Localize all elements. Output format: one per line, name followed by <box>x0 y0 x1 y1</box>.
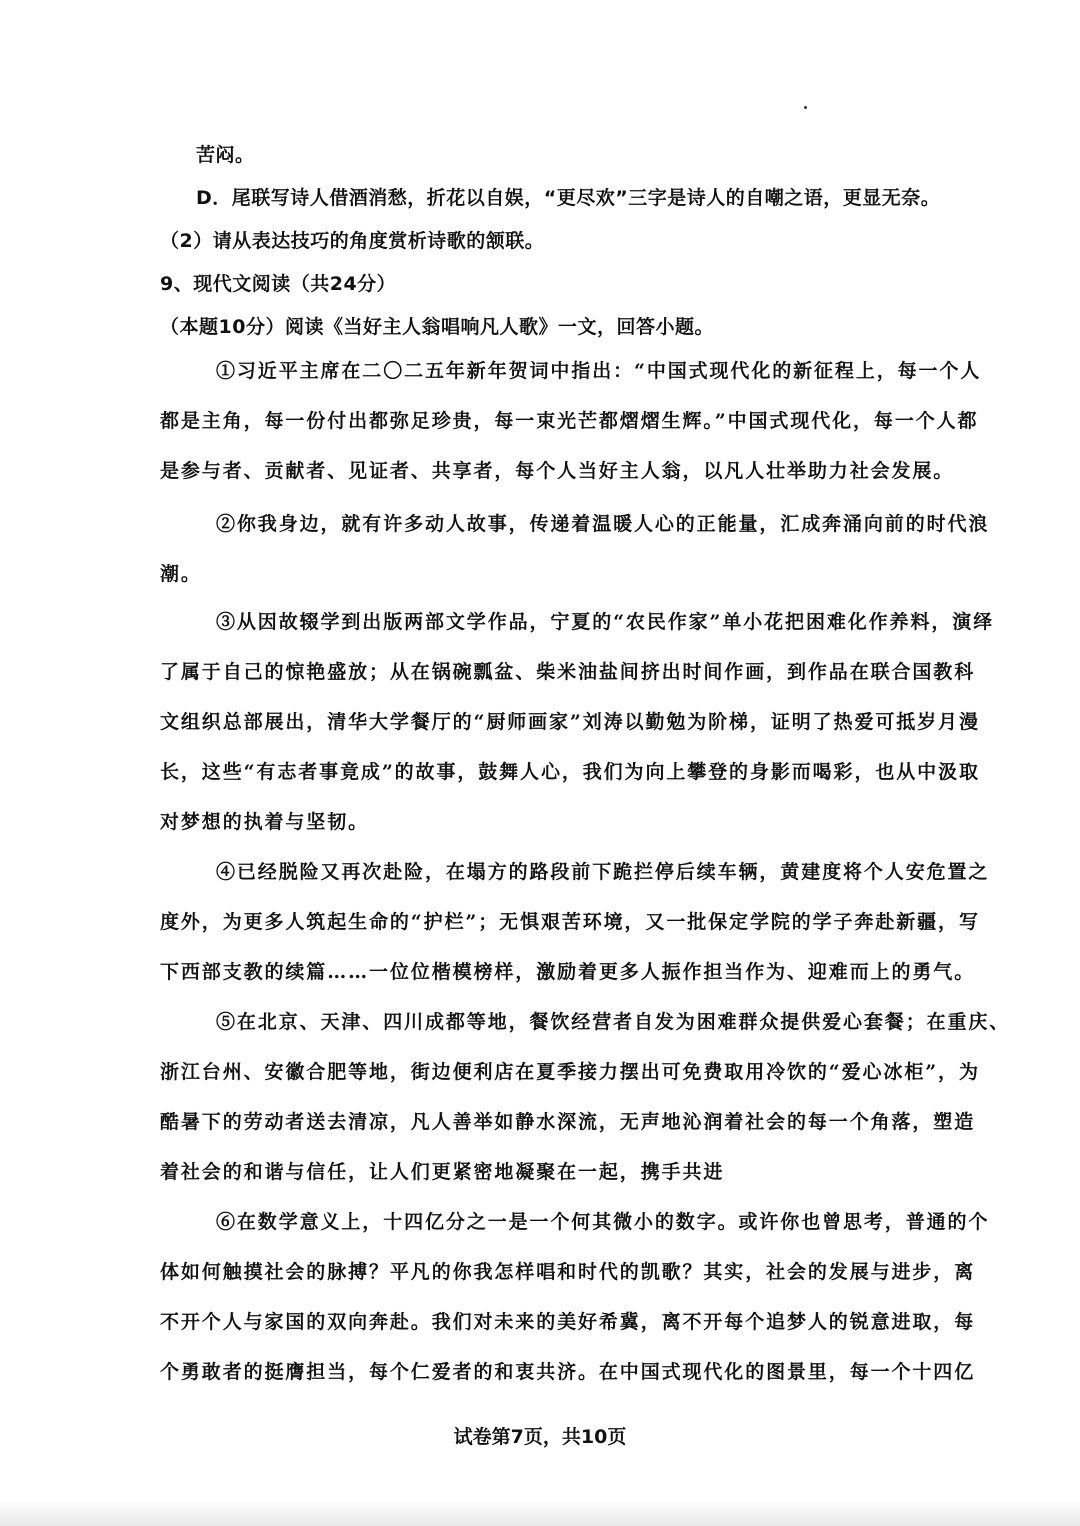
passage-line: 了属于自己的惊艳盛放；从在锅碗瓢盆、柴米油盐间挤出时间作画，到作品在联合国教科 <box>160 661 976 683</box>
option-c-tail: 苦闷。 <box>196 144 255 166</box>
passage-line: 是参与者、贡献者、见证者、共享者，每个人当好主人翁，以凡人壮举助力社会发展。 <box>160 460 955 482</box>
passage-line: ①习近平主席在二〇二五年新年贺词中指出：“中国式现代化的新征程上，每一个人 <box>216 360 982 382</box>
passage-line: 下西部支教的续篇……一位位楷模榜样，激励着更多人振作担当作为、迎难而上的勇气。 <box>160 961 976 983</box>
passage-line: ③从因故辍学到出版两部文学作品，宁夏的“农民作家”单小花把困难化作养料，演绎 <box>216 611 995 633</box>
passage-line: ⑥在数学意义上，十四亿分之一是一个何其微小的数字。或许你也曾思考，普通的个 <box>216 1211 990 1233</box>
passage-line: 度外，为更多人筑起生命的“护栏”；无惧艰苦环境，又一批保定学院的学子奔赴新疆，写 <box>160 911 980 933</box>
passage-line: ④已经脱险又再次赴险，在塌方的路段前下跪拦停后续车辆，黄建度将个人安危置之 <box>216 861 990 883</box>
passage-line: 着社会的和谐与信任，让人们更紧密地凝聚在一起，携手共进 <box>160 1161 725 1183</box>
page-footer: 试卷第7页，共10页 <box>453 1426 627 1448</box>
option-d: D．尾联写诗人借酒消愁，折花以自娱，“更尽欢”三字是诗人的自嘲之语，更显无奈。 <box>196 187 941 209</box>
passage-line: 都是主角，每一份付出都弥足珍贵，每一束光芒都熠熠生辉。”中国式现代化，每一个人都 <box>160 410 979 432</box>
passage-line: 长，这些“有志者事竟成”的故事，鼓舞人心，我们为向上攀登的身影而喝彩，也从中汲取 <box>160 761 980 783</box>
passage-line: 体如何触摸社会的脉搏？平凡的你我怎样唱和时代的凯歌？其实，社会的发展与进步，离 <box>160 1261 976 1283</box>
passage-line: 浙江台州、安徽合肥等地，街边便利店在夏季接力摆出可免费取用冷饮的“爱心冰柜”，为 <box>160 1061 980 1083</box>
passage-line: 个勇敢者的挺膺担当，每个仁爱者的和衷共济。在中国式现代化的图景里，每一个十四亿 <box>160 1361 976 1383</box>
scan-edge-shadow <box>0 1500 1080 1526</box>
passage-line: ⑤在北京、天津、四川成都等地，餐饮经营者自发为困难群众提供爱心套餐；在重庆、 <box>216 1011 1011 1033</box>
passage-line: ②你我身边，就有许多动人故事，传递着温暖人心的正能量，汇成奔涌向前的时代浪 <box>216 513 990 535</box>
passage-line: 对梦想的执着与坚韧。 <box>160 811 370 833</box>
section-9-heading: 9、现代文阅读（共24分） <box>160 273 397 295</box>
passage-line: 酷暑下的劳动者送去清凉，凡人善举如静水深流，无声地沁润着社会的每一个角落，塑造 <box>160 1111 976 1133</box>
question-2: （2）请从表达技巧的角度赏析诗歌的颔联。 <box>160 230 545 252</box>
passage-line: 潮。 <box>160 563 202 585</box>
section-9-intro: （本题10分）阅读《当好主人翁唱响凡人歌》一文，回答小题。 <box>160 316 714 338</box>
scan-speck <box>804 106 807 109</box>
passage-line: 文组织总部展出，清华大学餐厅的“厨师画家”刘涛以勤勉为阶梯，证明了热爱可抵岁月漫 <box>160 711 980 733</box>
passage-line: 不开个人与家国的双向奔赴。我们对未来的美好希冀，离不开每个追梦人的锐意进取，每 <box>160 1311 976 1333</box>
